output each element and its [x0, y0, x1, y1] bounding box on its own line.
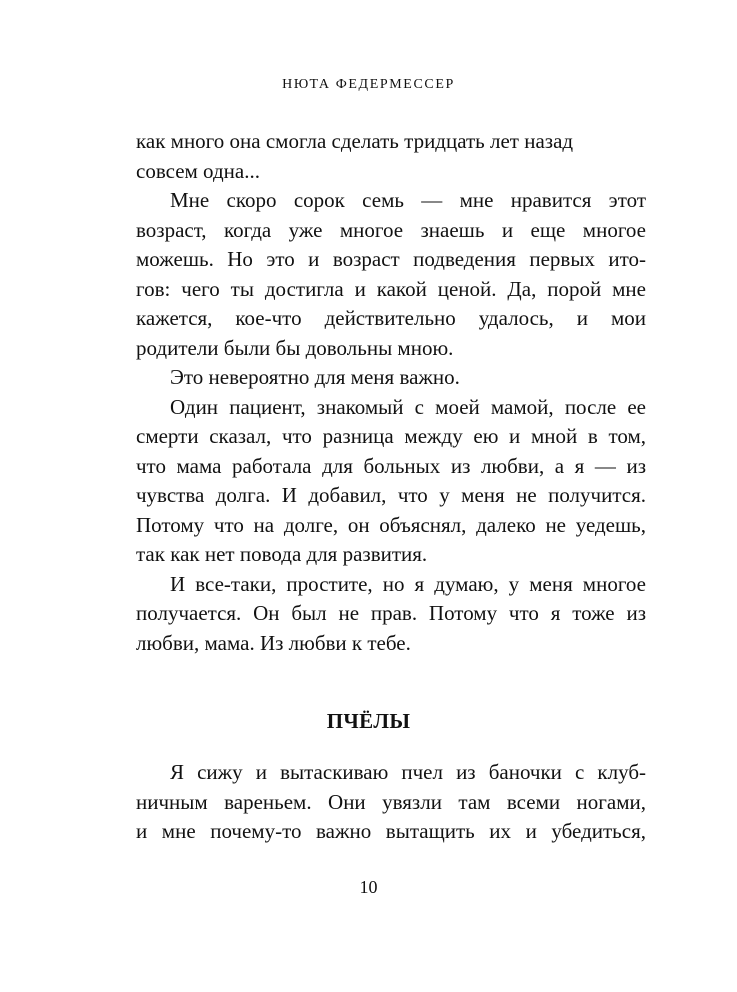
text-line: кажется, кое-что действительно удалось, и мои	[136, 306, 646, 330]
text-line: любви, мама. Из любви к тебе.	[136, 630, 411, 655]
text-line: можешь. Но это и возраст подведения первых ито-	[136, 247, 646, 271]
page-number: 10	[359, 877, 378, 897]
text-line: Я сижу и вытаскиваю пчел из баночки с клуб-	[170, 760, 646, 784]
text-line: как много она смогла сделать тридцать лет назад	[136, 129, 574, 153]
running-head: НЮТА ФЕДЕРМЕССЕР	[282, 77, 455, 92]
text-line: ничным вареньем. Они увязли там всеми ногами,	[136, 789, 646, 814]
text-line: смерти сказал, что разница между ею и мной в том,	[136, 424, 646, 448]
text-line: родители были бы довольны мною.	[136, 335, 454, 360]
text-line: Потому что на долге, он объяснял, далеко не уедешь,	[136, 512, 646, 537]
text-line: что мама работала для больных из любви, а я — из	[136, 453, 646, 478]
text-line: И все-таки, простите, но я думаю, у меня многое	[170, 571, 646, 596]
text-line: и мне почему-то важно вытащить их и убедиться,	[136, 819, 646, 843]
body-text-before-chapter	[136, 127, 646, 658]
text-line: возраст, когда уже многое знаешь и еще многое	[136, 217, 646, 242]
text-line: получается. Он был не прав. Потому что я тоже из	[136, 601, 646, 625]
text-line: так как нет повода для развития.	[136, 542, 428, 566]
body-text-after-chapter	[136, 758, 646, 847]
text-line: Это невероятно для меня важно.	[170, 365, 460, 389]
chapter-title: ПЧЁЛЫ	[326, 709, 411, 733]
text-line: гов: чего ты достигла и какой ценой. Да, порой мне	[136, 276, 646, 301]
text-line: Один пациент, знакомый с моей мамой, после ее	[170, 394, 646, 419]
text-line: Мне скоро сорок семь — мне нравится этот	[170, 188, 646, 212]
text-line: чувства долга. И добавил, что у меня не получится.	[136, 483, 646, 507]
text-line: совсем одна...	[136, 158, 260, 183]
